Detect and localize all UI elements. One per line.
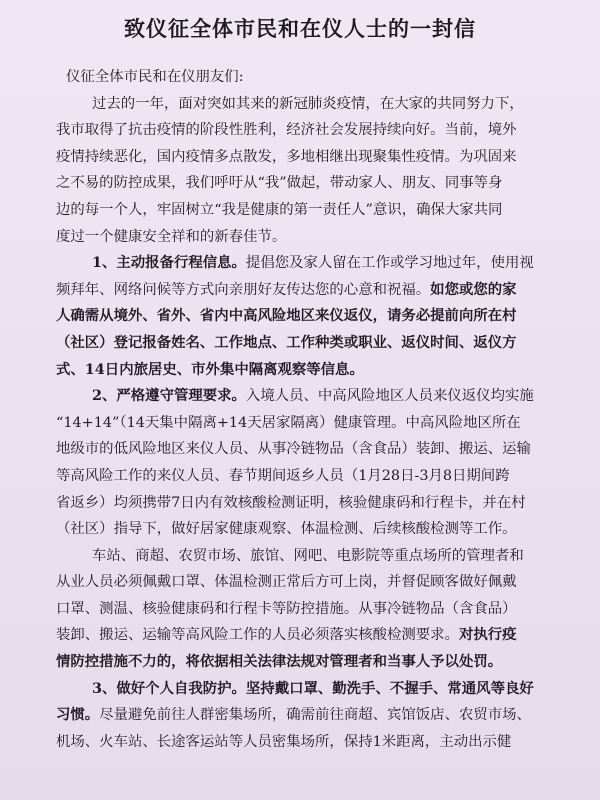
intro-line: 过去的一年，面对突如其来的新冠肺炎疫情，在大家的共同努力下， [92, 95, 524, 112]
section1-text: 提倡您及家人留在工作或学习地过年，使用视 [245, 255, 534, 272]
section3-line [56, 676, 564, 703]
letter-body [56, 64, 564, 755]
venues-text: 装卸、搬运、运输等高风险工作的人员必须落实核酸检测要求。 [56, 627, 459, 644]
section3-line [56, 702, 564, 729]
section2-text: 入境人员、中高风险地区人员来仪返仪均实施 [245, 388, 534, 405]
intro-line: 疫情持续恶化，国内疫情多点散发，多地相继出现聚集性疫情。为巩固来 [56, 148, 517, 165]
section3-text: 尽量避免前往人群密集场所，确需前往商超、宾馆饭店、农贸市场、 [99, 707, 531, 724]
section1-line [56, 250, 564, 277]
venues-line: 从业人员必须佩戴口罩、体温检测正常后方可上岗，并督促顾客做好佩戴 [56, 574, 517, 591]
section3-bold-text: 习惯。 [56, 706, 100, 724]
section1-line: 人确需从境外、省外、省内中高风险地区来仪返仪，请务必提前向所在村 [56, 307, 517, 325]
section2-line: 地级市的低风险地区来仪人员、从事冷链物品（含食品）装卸、搬运、运输 [56, 441, 531, 458]
section2-line: 省返乡）均须携带7日内有效核酸检测证明，核验健康码和行程卡，并在村 [56, 494, 526, 511]
section1-line [56, 277, 564, 304]
section2-line [56, 383, 564, 410]
intro-line: 边的每一个人，牢固树立“我是健康的第一责任人”意识，确保大家共同 [56, 201, 503, 218]
section3-line: 机场、火车站、长途客运站等人员密集场所，保持1米距离，主动出示健 [56, 733, 512, 750]
section1-line: （社区）登记报备姓名、工作地点、工作种类或职业、返仪时间、返仪方 [56, 333, 517, 351]
section2-line: 等高风险工作的来仪人员、春节期间返乡人员（1月28日-3月8日期间跨 [56, 467, 510, 484]
section1-line: 式、14日内旅居史、市外集中隔离观察等信息。 [56, 360, 364, 378]
salutation: 仪征全体市民和在仪朋友们: [66, 69, 244, 85]
venues-line: 口罩、测温、核验健康码和行程卡等防控措施。从事冷链物品（含食品） [56, 600, 517, 617]
section1-text: 频拜年、网络问候等方式向亲朋好友传达您的心意和祝福。 [56, 281, 431, 298]
section1-heading: 1、主动报备行程信息。 [92, 254, 246, 272]
section2-line: （社区）指导下，做好居家健康观察、体温检测、后续核酸检测等工作。 [56, 521, 517, 538]
venues-bold-text: 对执行疫 [458, 626, 517, 644]
letter-title: 致仪征全体市民和在仪人士的一封信 [124, 17, 476, 41]
intro-line: 我市取得了抗击疫情的阶段性胜利，经济社会发展持续向好。当前，境外 [56, 122, 517, 139]
venues-line [56, 622, 564, 649]
section1-bold-text: 如您或您的家 [430, 280, 517, 298]
section3-bold-text: 坚持戴口罩、勤洗手、不握手、常通风等良好 [245, 679, 534, 697]
venues-line: 车站、商超、农贸市场、旅馆、网吧、电影院等重点场所的管理者和 [92, 547, 524, 564]
section2-line: “14+14”（14天集中隔离+14天居家隔离）健康管理。中高风险地区所在 [56, 414, 521, 431]
section3-heading: 3、做好个人自我防护。 [92, 679, 246, 697]
intro-line: 度过一个健康安全祥和的新春佳节。 [56, 228, 287, 245]
intro-line: 之不易的防控成果，我们呼吁从“我”做起，带动家人、朋友、同事等身 [56, 175, 503, 192]
venues-line: 情防控措施不力的，将依据相关法律法规对管理者和当事人予以处罚。 [56, 653, 503, 671]
section2-heading: 2、严格遵守管理要求。 [92, 387, 246, 405]
